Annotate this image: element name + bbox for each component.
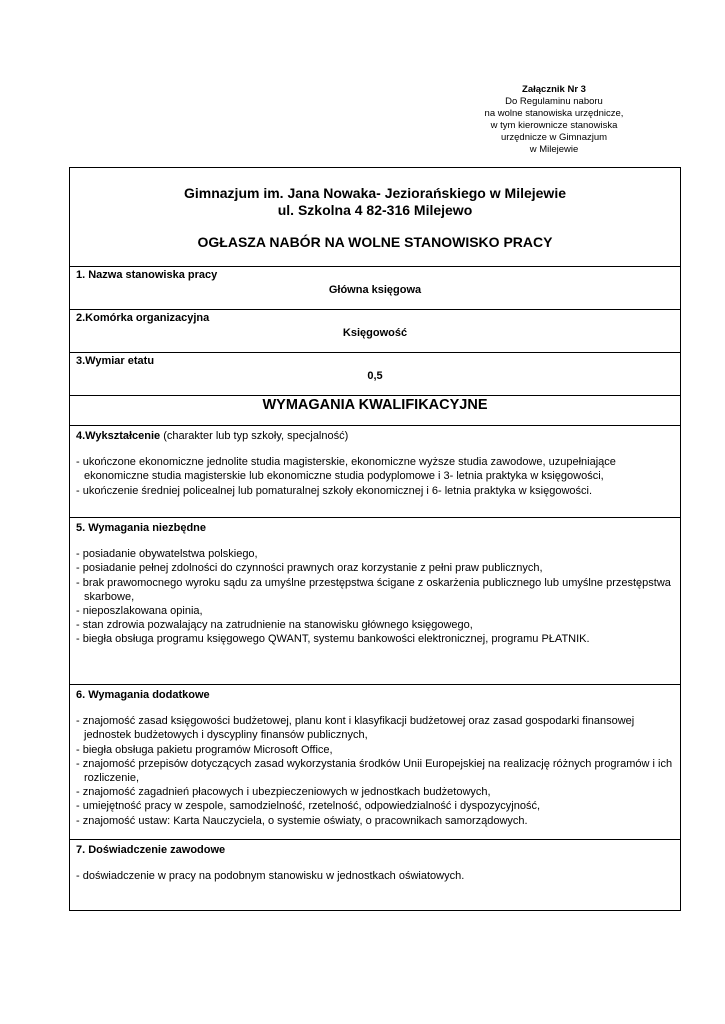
additional-section (70, 685, 680, 840)
additional-list (76, 714, 674, 828)
list-item: - umiejętność pracy w zespole, samodzielność, rzetelność, odpowiedzialność i dyspozycyjność, (76, 800, 541, 813)
list-item: - ukończone ekonomiczne jednolite studia magisterskie, ekonomiczne wyższe studia zawodowe, uzupełniające ekonomiczne studia magisterskie lub ekonomiczne studia podyplomowe i 3- letnia praktyka w księgowości, (76, 456, 616, 483)
field-value: 0,5 (367, 370, 383, 382)
section-title: 6. Wymagania dodatkowe (76, 689, 210, 701)
list-item: - stan zdrowia pozwalający na zatrudnienie na stanowisku głównego księgowego, (76, 619, 473, 632)
field-label: 3.Wymiar etatu (76, 355, 155, 367)
annex-line: w Milejewie (529, 144, 579, 155)
form-header (70, 168, 680, 267)
announcement-title: OGŁASZA NABÓR NA WOLNE STANOWISKO PRACY (197, 234, 553, 250)
requirements-heading: WYMAGANIA KWALIFIKACYJNE (70, 396, 680, 426)
list-item: - znajomość zasad księgowości budżetowej, planu kont i klasyfikacji budżetowej oraz zasad gospodarki finansowej jednostek budżetowych i dyscypliny finansów publicznych, (76, 715, 635, 742)
list-item: - brak prawomocnego wyroku sądu za umyślne przestępstwa ścigane z oskarżenia publicznego lub umyślne przestępstwa skarbowe, (76, 576, 671, 603)
list-item: - ukończenie średniej policealnej lub pomaturalnej szkoły ekonomicznej i 6- letnia praktyka w księgowości. (76, 484, 593, 497)
section-title: 7. Doświadczenie zawodowe (76, 844, 226, 856)
list-item: - znajomość przepisów dotyczących zasad wykorzystania środków Unii Europejskiej na realizację różnych programów i ich rozliczenie, (76, 757, 673, 785)
annex-line: na wolne stanowiska urzędnicze, (484, 108, 624, 119)
annex-line: w tym kierownicze stanowiska (490, 120, 618, 131)
list-item: - znajomość zagadnień płacowych i ubezpieczeniowych w jednostkach budżetowych, (76, 786, 491, 799)
experience-section (70, 840, 680, 910)
annex-title: Załącznik Nr 3 (522, 84, 586, 95)
field-value: Księgowość (342, 327, 408, 339)
list-item: - doświadczenie w pracy na podobnym stanowisku w jednostkach oświatowych. (76, 870, 465, 883)
education-heading (76, 429, 674, 443)
school-address: ul. Szkolna 4 82-316 Milejewo (277, 202, 473, 218)
field-value: Główna księgowa (328, 284, 422, 296)
section-title: 5. Wymagania niezbędne (76, 522, 207, 534)
list-item: - posiadanie obywatelstwa polskiego, (76, 548, 258, 561)
education-section (70, 426, 680, 518)
school-name: Gimnazjum im. Jana Nowaka- Jeziorańskiego w Milejewie (183, 185, 566, 201)
field-label: 1. Nazwa stanowiska pracy (76, 269, 218, 281)
position-name-section (70, 267, 680, 310)
list-item: - posiadanie pełnej zdolności do czynności prawnych oraz korzystanie z pełni praw publicznych, (76, 562, 543, 575)
annex-note (470, 84, 638, 156)
list-item: - nieposzlakowana opinia, (76, 605, 203, 618)
department-section (70, 310, 680, 353)
annex-line: urzędnicze w Gimnazjum (500, 132, 608, 143)
field-label: 2.Komórka organizacyjna (76, 312, 210, 324)
list-item: - biegła obsługa pakietu programów Microsoft Office, (76, 743, 333, 756)
annex-line: Do Regulaminu naboru (505, 96, 603, 107)
list-item: - biegła obsługa programu księgowego QWANT, systemu bankowości elektronicznej, programu PŁATNIK. (76, 633, 590, 646)
workload-section (70, 353, 680, 396)
section-title: 4.Wykształcenie (76, 430, 161, 442)
section-subtitle: (charakter lub typ szkoły, specjalność) (160, 430, 349, 442)
list-item: - znajomość ustaw: Karta Nauczyciela, o systemie oświaty, o pracownikach samorządowych. (76, 814, 528, 827)
experience-list (76, 869, 674, 883)
required-list (76, 547, 674, 646)
education-list (76, 455, 674, 498)
recruitment-form (69, 167, 681, 911)
required-section (70, 518, 680, 685)
